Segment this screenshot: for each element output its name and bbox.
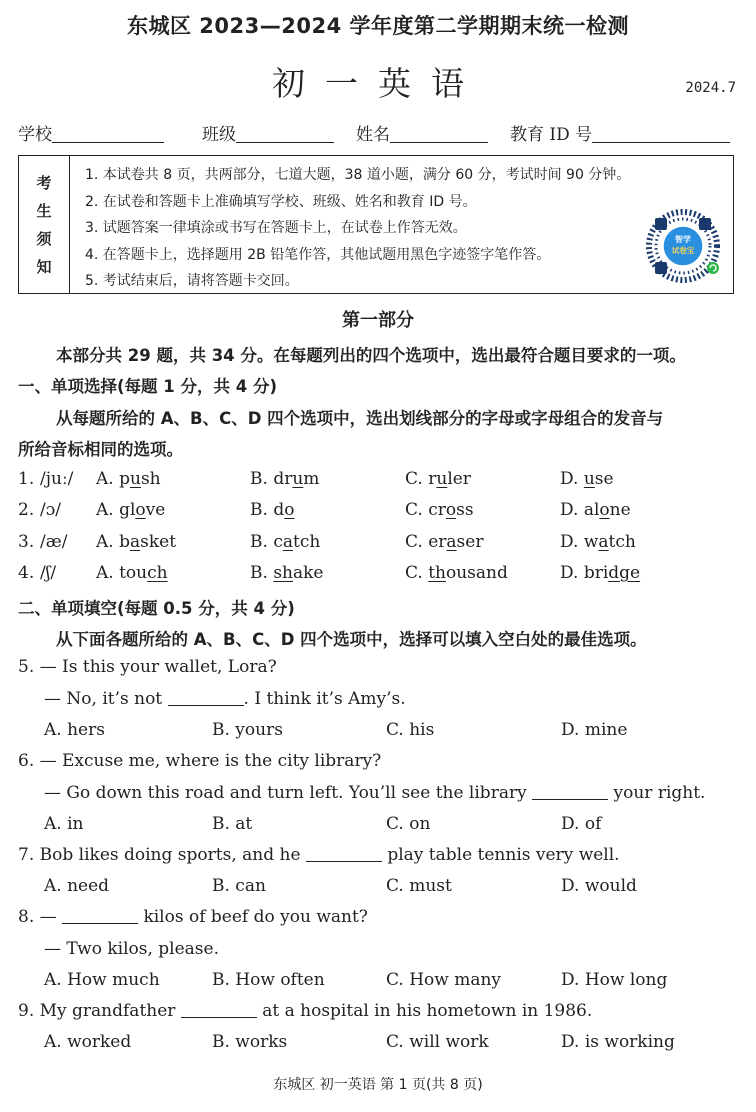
notice-char: 知 <box>36 257 52 276</box>
q5-option-c[interactable]: C. his <box>386 720 435 740</box>
q8-option-b[interactable]: B. How often <box>212 970 325 990</box>
option-text: gl <box>119 500 136 520</box>
underlined-letters: u <box>292 469 304 489</box>
q5-stem: 5. — Is this your wallet, Lora? <box>18 657 277 677</box>
q7-blank[interactable] <box>306 845 382 862</box>
underlined-letters: o <box>135 500 146 520</box>
notice-item: 5. 考试结束后，请将答题卡交回。 <box>85 273 299 289</box>
option-text: sh <box>140 469 161 489</box>
section-one-title: 一、单项选择(每题 1 分，共 4 分) <box>18 377 278 396</box>
option-c[interactable] <box>405 469 471 489</box>
option-text: r <box>428 469 437 489</box>
part-one-title: 第一部分 <box>342 310 414 331</box>
option-text: B. <box>250 469 274 489</box>
option-c[interactable] <box>405 500 474 520</box>
underlined-letters: a <box>282 532 293 552</box>
exam-subject: 初一英语 <box>272 64 484 103</box>
option-text: p <box>119 469 130 489</box>
underlined-letters: o <box>599 500 610 520</box>
option-text: C. <box>405 500 429 520</box>
q8-option-a[interactable]: A. How much <box>44 970 160 990</box>
q9-option-d[interactable]: D. is working <box>561 1032 675 1052</box>
q6-option-b[interactable]: B. at <box>212 814 253 834</box>
option-text: c <box>273 532 283 552</box>
q8-stem-post: kilos of beef do you want? <box>143 907 368 927</box>
option-text: er <box>428 532 447 552</box>
underlined-letters: ch <box>147 563 168 583</box>
option-a[interactable] <box>96 563 168 583</box>
q6-option-a[interactable]: A. in <box>44 814 84 834</box>
school-field[interactable] <box>18 120 164 145</box>
option-text: ser <box>456 532 484 552</box>
option-c[interactable] <box>405 563 508 583</box>
option-b[interactable] <box>250 500 294 520</box>
underlined-letters: a <box>446 532 457 552</box>
q7-stem-pre: 7. Bob likes doing sports, and he <box>18 845 301 865</box>
option-text: C. <box>405 532 429 552</box>
underlined-letters: a <box>598 532 609 552</box>
school-blank[interactable] <box>52 124 164 143</box>
q5-reply-pre: — No, it’s not <box>44 689 163 709</box>
notice-item: 2. 在试卷和答题卡上准确填写学校、班级、姓名和教育 ID 号。 <box>85 193 477 210</box>
q8-blank[interactable] <box>62 907 138 924</box>
option-text: cr <box>428 500 446 520</box>
option-d[interactable] <box>560 500 631 520</box>
q6-stem: 6. — Excuse me, where is the city library? <box>18 751 382 771</box>
q7-stem-post: play table tennis very well. <box>387 845 620 865</box>
exam-notice-box <box>18 155 734 294</box>
part-one-intro: 本部分共 29 题，共 34 分。在每题列出的四个选项中，选出最符合题目要求的一项。 <box>56 346 686 365</box>
option-text: ousand <box>446 563 508 583</box>
notice-item: 3. 试题答案一律填涂或书写在答题卡上，在试卷上作答无效。 <box>85 220 467 236</box>
q9-option-a[interactable]: A. worked <box>44 1032 132 1052</box>
question-number: 3. <box>18 532 35 552</box>
q5-reply <box>44 689 406 709</box>
q9-option-c[interactable]: C. will work <box>386 1032 489 1052</box>
option-text: D. <box>560 469 584 489</box>
option-d[interactable] <box>560 563 640 583</box>
student-info-fields <box>18 120 740 146</box>
q6-reply-pre: — Go down this road and turn left. You’ll see the library <box>44 783 527 803</box>
exam-date: 2024.7 <box>685 80 736 96</box>
option-text: B. <box>250 563 274 583</box>
q9-option-b[interactable]: B. works <box>212 1032 288 1052</box>
question-number: 2. <box>18 500 35 520</box>
underlined-letters: th <box>428 563 446 583</box>
name-blank[interactable] <box>390 124 488 143</box>
q9-stem <box>18 1001 592 1021</box>
q5-option-d[interactable]: D. mine <box>561 720 628 740</box>
q7-option-c[interactable]: C. must <box>386 876 452 896</box>
underlined-letters: o <box>284 500 295 520</box>
option-a[interactable] <box>96 500 165 520</box>
section-one-instruction: 从每题所给的 A、B、C、D 四个选项中，选出划线部分的字母或字母组合的发音与 <box>56 409 664 428</box>
option-text: D. <box>560 532 584 552</box>
exam-title: 东城区 2023—2024 学年度第二学期期末统一检测 <box>126 14 629 38</box>
underlined-letters: dge <box>608 563 641 583</box>
underlined-letters: o <box>445 500 457 520</box>
q8-stem-pre: 8. — <box>18 907 57 927</box>
class-label: 班级 <box>202 125 236 145</box>
notice-char: 考 <box>36 173 52 192</box>
option-text: ve <box>145 500 166 520</box>
option-text: sket <box>140 532 177 552</box>
option-d[interactable] <box>560 532 636 552</box>
option-text: m <box>303 469 320 489</box>
option-c[interactable] <box>405 532 483 552</box>
option-text: ler <box>447 469 471 489</box>
section-two-title: 二、单项填空(每题 0.5 分，共 4 分) <box>18 599 295 618</box>
notice-item: 1. 本试卷共 8 页，共两部分，七道大题，38 道小题，满分 60 分，考试时间 90 分钟。 <box>85 167 631 183</box>
option-text: D. <box>560 500 584 520</box>
notice-items <box>85 162 630 295</box>
underlined-letters: sh <box>273 563 293 583</box>
edu-id-blank[interactable] <box>592 124 730 143</box>
phonetic-symbol: /æ/ <box>40 532 68 552</box>
section-two-instruction: 从下面各题所给的 A、B、C、D 四个选项中，选择可以填入空白处的最佳选项。 <box>56 630 647 649</box>
q8-reply: — Two kilos, please. <box>44 939 219 959</box>
school-label: 学校 <box>18 125 52 145</box>
q9-stem-pre: 9. My grandfather <box>18 1001 176 1021</box>
notice-side-label <box>19 156 70 293</box>
q7-option-b[interactable]: B. can <box>212 876 266 896</box>
q5-reply-post: . I think it’s Amy’s. <box>243 689 406 709</box>
option-a[interactable] <box>96 469 161 489</box>
q5-option-b[interactable]: B. yours <box>212 720 283 740</box>
option-text: d <box>273 500 285 520</box>
option-text: ake <box>293 563 324 583</box>
q7-option-a[interactable]: A. need <box>44 876 110 896</box>
question-number: 1. <box>18 469 35 489</box>
option-text: A. <box>96 532 120 552</box>
option-text: tch <box>608 532 636 552</box>
option-text: bri <box>583 563 609 583</box>
option-text: w <box>583 532 599 552</box>
q6-reply-post: your right. <box>613 783 706 803</box>
option-b[interactable] <box>250 469 319 489</box>
class-blank[interactable] <box>236 124 334 143</box>
q6-option-d[interactable]: D. of <box>561 814 602 834</box>
edu-id-field[interactable] <box>510 120 730 145</box>
phonetic-symbol: /ɔ/ <box>40 500 61 520</box>
q5-blank[interactable] <box>168 689 244 706</box>
phonetic-symbol: /juː/ <box>40 469 74 489</box>
q7-option-d[interactable]: D. would <box>561 876 637 896</box>
option-text: B. <box>250 500 274 520</box>
q6-blank[interactable] <box>532 783 608 800</box>
edu-id-label: 教育 ID 号 <box>510 125 593 145</box>
option-text: D. <box>560 563 584 583</box>
option-text: al <box>583 500 600 520</box>
q6-reply <box>44 783 705 803</box>
page-footer: 东城区 初一英语 第 1 页(共 8 页) <box>273 1077 483 1093</box>
q6-option-c[interactable]: C. on <box>386 814 431 834</box>
option-text: ne <box>609 500 631 520</box>
notice-char: 须 <box>36 229 52 248</box>
q8-option-d[interactable]: D. How long <box>561 970 668 990</box>
q9-blank[interactable] <box>181 1001 257 1018</box>
notice-char: 生 <box>36 201 52 220</box>
underlined-letters: u <box>436 469 448 489</box>
phonetic-symbol: /ʃ/ <box>40 563 57 583</box>
underlined-letters: u <box>583 469 595 489</box>
underlined-letters: u <box>129 469 141 489</box>
option-text: tch <box>292 532 321 552</box>
underlined-letters: a <box>129 532 141 552</box>
name-label: 姓名 <box>356 125 390 145</box>
qr-label-1: 智学 <box>675 235 691 244</box>
option-text: C. <box>405 563 429 583</box>
qr-label-2: 试卷宝 <box>671 246 695 255</box>
option-text: A. <box>96 469 120 489</box>
q8-option-c[interactable]: C. How many <box>386 970 502 990</box>
option-text: C. <box>405 469 429 489</box>
option-d[interactable] <box>560 469 614 489</box>
option-text: se <box>594 469 614 489</box>
option-text: tou <box>119 563 148 583</box>
q5-option-a[interactable]: A. hers <box>44 720 105 740</box>
option-text: A. <box>96 500 120 520</box>
option-text: b <box>119 532 130 552</box>
option-a[interactable] <box>96 532 176 552</box>
section-one-instruction-cont: 所给音标相同的选项。 <box>18 440 183 459</box>
option-text: A. <box>96 563 120 583</box>
qr-code-icon[interactable] <box>643 206 723 286</box>
q8-stem <box>18 907 368 927</box>
option-text: dr <box>273 469 293 489</box>
q7-stem <box>18 845 620 865</box>
q9-stem-post: at a hospital in his hometown in 1986. <box>262 1001 593 1021</box>
option-b[interactable] <box>250 563 324 583</box>
question-number: 4. <box>18 563 35 583</box>
option-b[interactable] <box>250 532 320 552</box>
notice-item: 4. 在答题卡上，选择题用 2B 铅笔作答，其他试题用黑色字迹签字笔作答。 <box>85 246 551 263</box>
class-field[interactable] <box>202 120 334 145</box>
name-field[interactable] <box>356 120 488 145</box>
option-text: ss <box>456 500 474 520</box>
option-text: B. <box>250 532 274 552</box>
